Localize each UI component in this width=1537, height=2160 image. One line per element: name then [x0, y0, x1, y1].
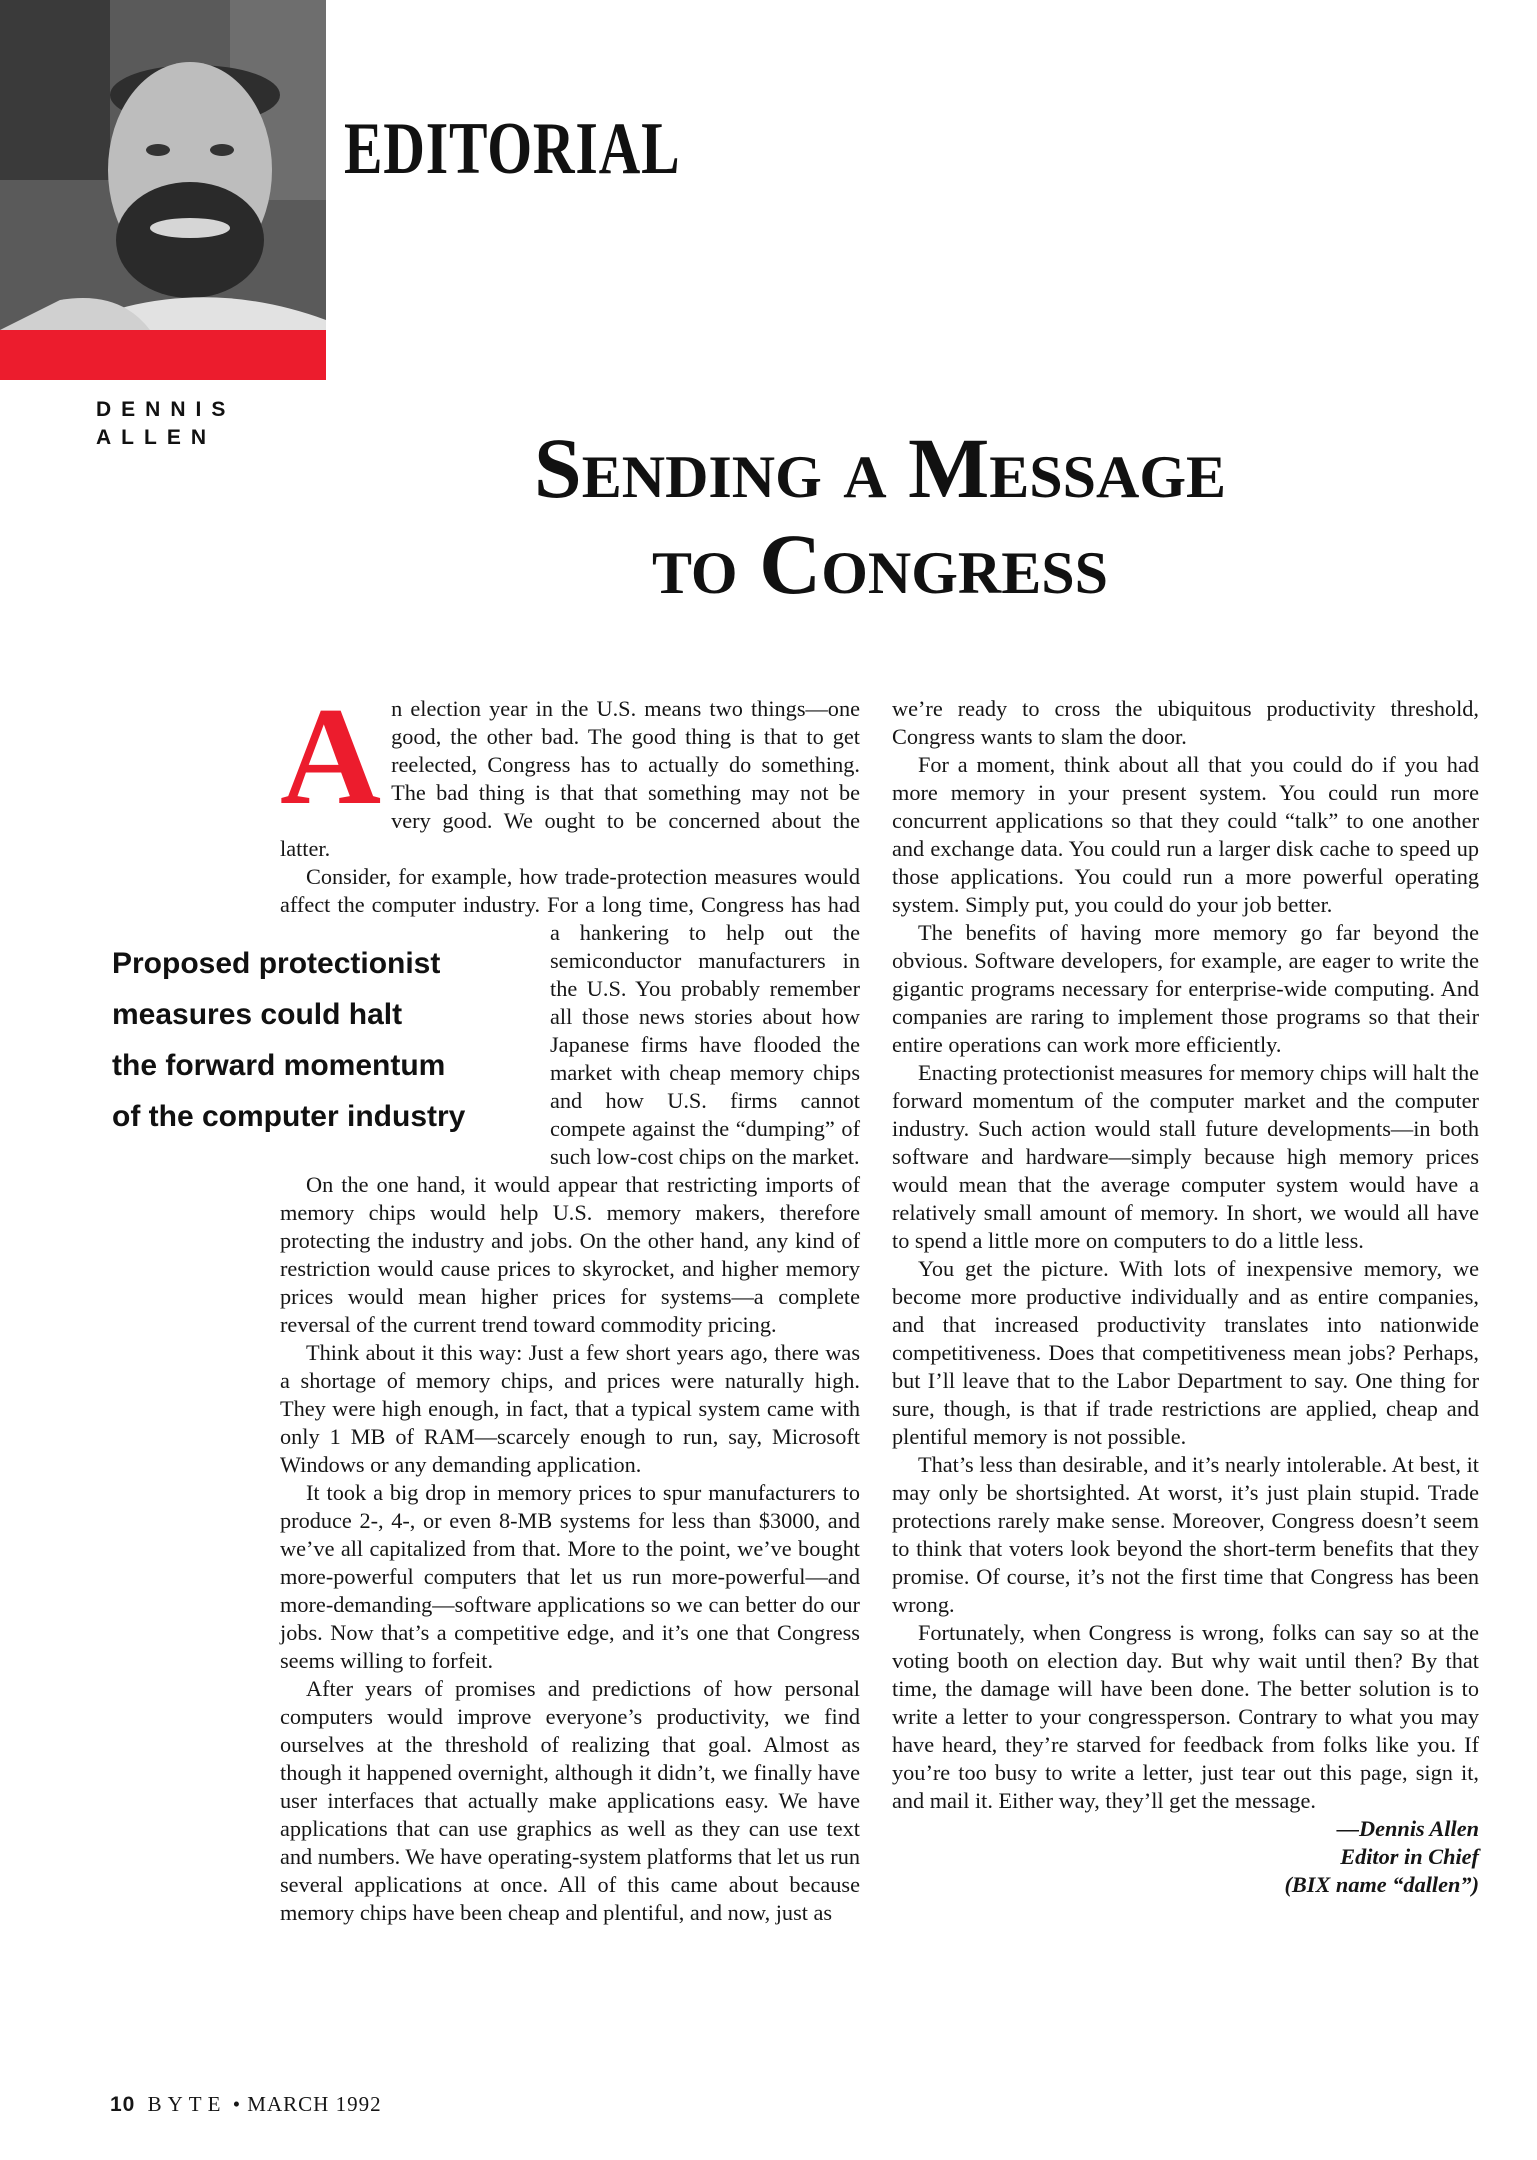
- article-title: [280, 420, 1480, 612]
- article-column-2: [892, 695, 1479, 1899]
- pull-quote-line: Proposed protectionist: [112, 947, 441, 980]
- paragraph: An election year in the U.S. means two things—one good, the other bad. The good thing is that to get reelected, Congress has to actually do something. The bad thing is that that something may not be very good. We ought to be concerned about the latter.: [280, 679, 860, 861]
- author-last-name: ALLEN: [96, 426, 216, 449]
- signature: [892, 1815, 1479, 1899]
- issue-date: MARCH 1992: [247, 2092, 382, 2116]
- author-first-name: DENNIS: [96, 398, 236, 421]
- paragraph: After years of promises and predictions of how personal computers would improve everyone’s productivity, we find ourselves at the threshold of realizing that goal. Almost as though it happened overnight, although it didn’t, we finally have user interfaces that actually make applications easy. We have applications that can use graphics as well as they can use text and numbers. We have operating-system platforms that let us run several applications at once. All of this came about because memory chips have been cheap and plentiful, and now, just as: [280, 1676, 860, 1925]
- paragraph: You get the picture. With lots of inexpensive memory, we become more productive individually and as entire companies, and that increased productivity translates into nationwide competitiveness. Does that competitiveness mean jobs? Perhaps, but I’ll leave that to the Labor Department to say. One thing for sure, though, is that if trade restrictions are applied, cheap and plentiful memory is not possible.: [892, 1256, 1479, 1449]
- paragraph: On the one hand, it would appear that restricting imports of memory chips would help U.S. memory makers, therefore protecting the industry and jobs. On the other hand, any kind of restriction would cause prices to skyrocket, and higher memory prices would mean higher prices for systems—a complete reversal of the current trend toward commodity pricing.: [280, 1172, 860, 1337]
- accent-band: [0, 330, 326, 380]
- paragraph: That’s less than desirable, and it’s nearly intolerable. At best, it may only be shortsighted. At worst, it’s just plain stupid. Trade protections rarely make sense. Moreover, Congress doesn’t seem to think that voters look beyond the short-term benefits that they promise. Of course, it’s not the first time that Congress has been wrong.: [892, 1452, 1479, 1617]
- title-line-1: Sending a Message: [533, 420, 1227, 516]
- pull-quote-line: measures could halt: [112, 998, 403, 1031]
- footer-separator: •: [232, 2092, 242, 2116]
- paragraph: Consider, for example, how trade-protection measures would affect the computer industry. For a long time, Congress has had a hankering to help out the semiconductor manufacturers in the U.S. You probably remember all those news stories about how Japanese firms have flooded the market with cheap memory chips and how U.S. firms cannot compete against the “dumping” of such low-cost chips on the market.: [280, 864, 861, 1169]
- author-photo: [0, 0, 326, 330]
- title-line-2: to Congress: [652, 516, 1108, 612]
- signature-name: —Dennis Allen: [1336, 1816, 1479, 1841]
- paragraph: It took a big drop in memory prices to spur manufacturers to produce 2-, 4-, or even 8-MB systems for less than $3000, and we’ve all capitalized from that. More to the point, we’ve bought more-powerful computers that let us run more-powerful—and more-demanding—software applications so we can better do our jobs. Now that’s a competitive edge, and it’s one that Congress seems willing to forfeit.: [280, 1480, 860, 1673]
- paragraph: Think about it this way: Just a few short years ago, there was a shortage of memory chips, and prices were naturally high. They were high enough, in fact, that a typical system came with only 1 MB of RAM—scarcely enough to run, say, Microsoft Windows or any demanding application.: [280, 1340, 860, 1477]
- signature-role: Editor in Chief: [1340, 1844, 1479, 1869]
- signature-bix: (BIX name “dallen”): [1284, 1872, 1479, 1897]
- page-footer: [110, 2092, 382, 2117]
- article-column-1: [280, 679, 861, 1927]
- pull-quote-line: of the computer industry: [112, 1100, 466, 1133]
- author-portrait: [0, 0, 326, 330]
- paragraph: The benefits of having more memory go far beyond the obvious. Software developers, for example, are eager to write the gigantic programs necessary for enterprise-wide computing. And companies are raring to implement those programs so that their entire operations can work more efficiently.: [892, 920, 1479, 1057]
- pull-quote-line: the forward momentum: [112, 1049, 446, 1082]
- paragraph: Fortunately, when Congress is wrong, folks can say so at the voting booth on election day. But why wait until then? By that time, the damage will have been done. The better solution is to write a letter to your congressperson. Contrary to what you may have heard, they’re starved for feedback from folks like you. If you’re too busy to write a letter, just tear out this page, sign it, and mail it. Either way, they’ll get the message.: [892, 1620, 1479, 1813]
- magazine-name: BYTE: [147, 2092, 227, 2116]
- paragraph: For a moment, think about all that you could do if you had more memory in your present system. You could run more concurrent applications so that they could “talk” to one another and exchange data. You could run a larger disk cache to speed up those applications. You could run a more powerful operating system. Simply put, you could do your job better.: [892, 752, 1479, 917]
- page-number: 10: [110, 2093, 136, 2116]
- drop-cap: A: [280, 679, 382, 834]
- section-heading: EDITORIAL: [344, 108, 681, 190]
- portrait-drawing: [0, 0, 326, 330]
- paragraph: we’re ready to cross the ubiquitous productivity threshold, Congress wants to slam the door.: [892, 696, 1479, 749]
- author-name: [96, 396, 256, 452]
- paragraph: Enacting protectionist measures for memory chips will halt the forward momentum of the computer market and the computer industry. Such action would stall future developments—in both software and hardware—simply because high memory prices would mean that the average computer system would have a relatively small amount of memory. In short, we would all have to spend a little more on computers to do a little less.: [892, 1060, 1479, 1253]
